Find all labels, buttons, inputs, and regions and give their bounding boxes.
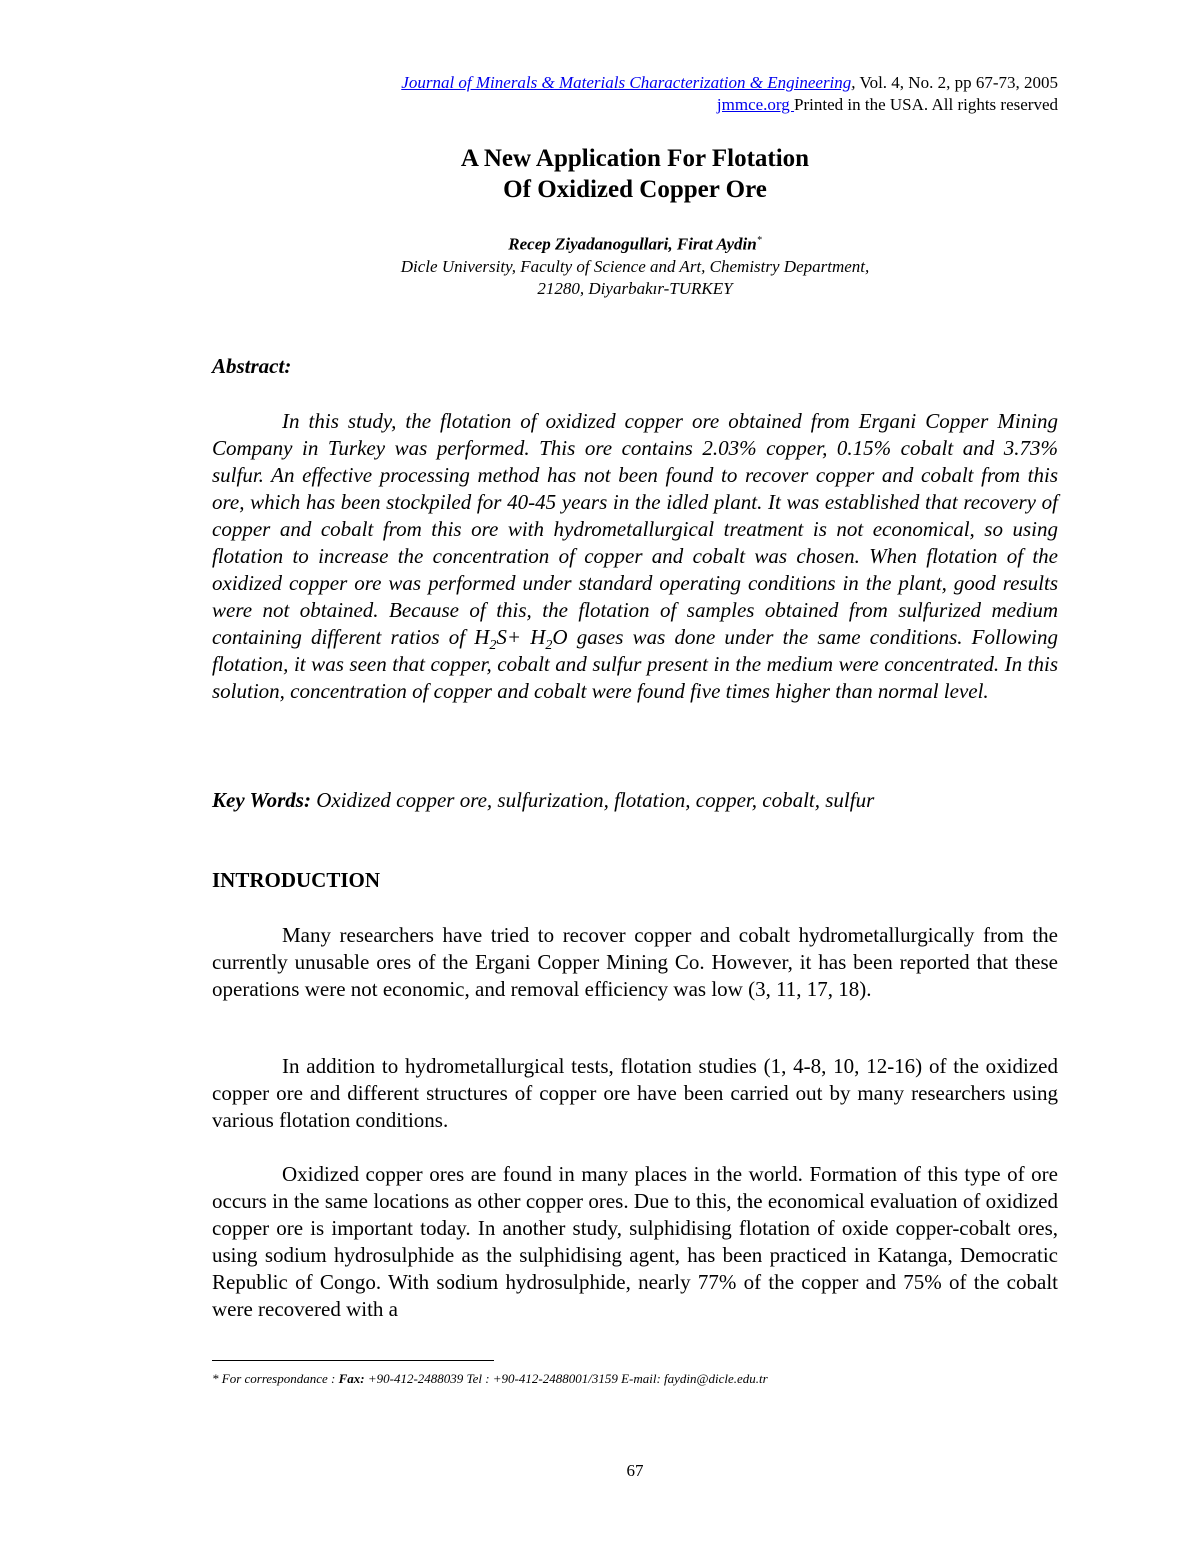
author-names-text: Recep Ziyadanogullari, Firat Aydin	[508, 234, 757, 254]
keywords	[212, 788, 1058, 813]
formula-subscript: 2	[545, 638, 553, 654]
paper-title	[212, 143, 1058, 205]
author-block	[212, 230, 1058, 300]
correspondence-mark: *	[756, 235, 762, 246]
fax-label: Fax:	[338, 1371, 365, 1386]
correspondence-footnote	[212, 1371, 768, 1387]
footnote-contact: +90-412-2488039 Tel : +90-412-2488001/3159 E-mail: faydin@dicle.edu.tr	[364, 1371, 768, 1386]
title-line-1: A New Application For Flotation	[460, 145, 810, 172]
footnote-divider	[212, 1360, 494, 1361]
journal-link[interactable]: Journal of Minerals & Materials Characterization & Engineering	[401, 73, 852, 92]
abstract-body	[212, 408, 1058, 705]
abstract-heading: Abstract:	[212, 354, 292, 378]
formula-s: S+	[496, 625, 531, 649]
keywords-label: Key Words:	[212, 788, 311, 812]
rights-text: Printed in the USA. All rights reserved	[794, 95, 1058, 114]
citation-details: , Vol. 4, No. 2, pp 67-73, 2005	[851, 73, 1058, 92]
formula-h: H	[530, 625, 546, 649]
keywords-list: Oxidized copper ore, sulfurization, flotation, copper, cobalt, sulfur	[310, 788, 875, 812]
author-names	[212, 230, 1058, 256]
intro-paragraph-3: Oxidized copper ores are found in many places in the world. Formation of this type of ore occurs in the same locations as other copper ores. Due to this, the economical evaluation of oxidized copper ore is important today. In another study, sulphidising flotation of oxide copper-cobalt ores, using sodium hydrosulphide as the sulphidising agent, has been practiced in Katanga, Democratic Republic of Congo. With sodium hydrosulphide, nearly 77% of the copper and 75% of the cobalt were recovered with a	[212, 1162, 1058, 1321]
formula-o: O	[552, 625, 568, 649]
formula-h: H	[474, 625, 490, 649]
affiliation-line-2: 21280, Diyarbakır-TURKEY	[537, 278, 733, 298]
citation-line	[401, 72, 1058, 94]
affiliation-line-1: Dicle University, Faculty of Science and Art, Chemistry Department,	[400, 256, 870, 276]
h2s-formula	[474, 625, 531, 654]
paper-page	[212, 0, 1058, 1553]
journal-header	[401, 72, 1058, 116]
introduction-heading: INTRODUCTION	[212, 868, 381, 892]
h2o-formula	[530, 625, 568, 654]
formula-subscript: 2	[489, 638, 497, 654]
footnote-prefix: * For correspondance :	[212, 1371, 339, 1386]
site-line	[401, 94, 1058, 116]
abstract-text-part-1: In this study, the flotation of oxidized copper ore obtained from Ergani Copper Mining Company in Turkey was performed. This ore contains 2.03% copper, 0.15% cobalt and 3.73% sulfur. An effective processing method has not been found to recover copper and cobalt from this ore, which has been stockpiled for 40-45 years in the idled plant. It was established that recovery of copper and cobalt from this ore with hydrometallurgical treatment is not economical, so using flotation to increase the concentration of copper and cobalt was chosen. When flotation of the oxidized copper ore was performed under standard operating conditions in the plant, good results were not obtained. Because of this, the flotation of samples obtained from sulfurized medium containing different ratios of	[212, 409, 1058, 649]
intro-paragraph-2: In addition to hydrometallurgical tests, flotation studies (1, 4-8, 10, 12-16) of the oxidized copper ore and different structures of copper ore have been carried out by many researchers using various flotation conditions.	[212, 1054, 1058, 1132]
site-link[interactable]: jmmce.org	[716, 95, 795, 114]
page-number: 67	[626, 1461, 644, 1480]
title-line-2: Of Oxidized Copper Ore	[503, 176, 767, 203]
abstract-text-part-2: gases was done under the same conditions. Following flotation, it was seen that copper, cobalt and sulfur present in the medium were concentrated. In this solution, concentration of copper and cobalt were found five times higher than normal level.	[212, 625, 1059, 703]
intro-paragraph-1: Many researchers have tried to recover copper and cobalt hydrometallurgically from the currently unusable ores of the Ergani Copper Mining Co. However, it has been reported that these operations were not economic, and removal efficiency was low (3, 11, 17, 18).	[212, 923, 1058, 1001]
